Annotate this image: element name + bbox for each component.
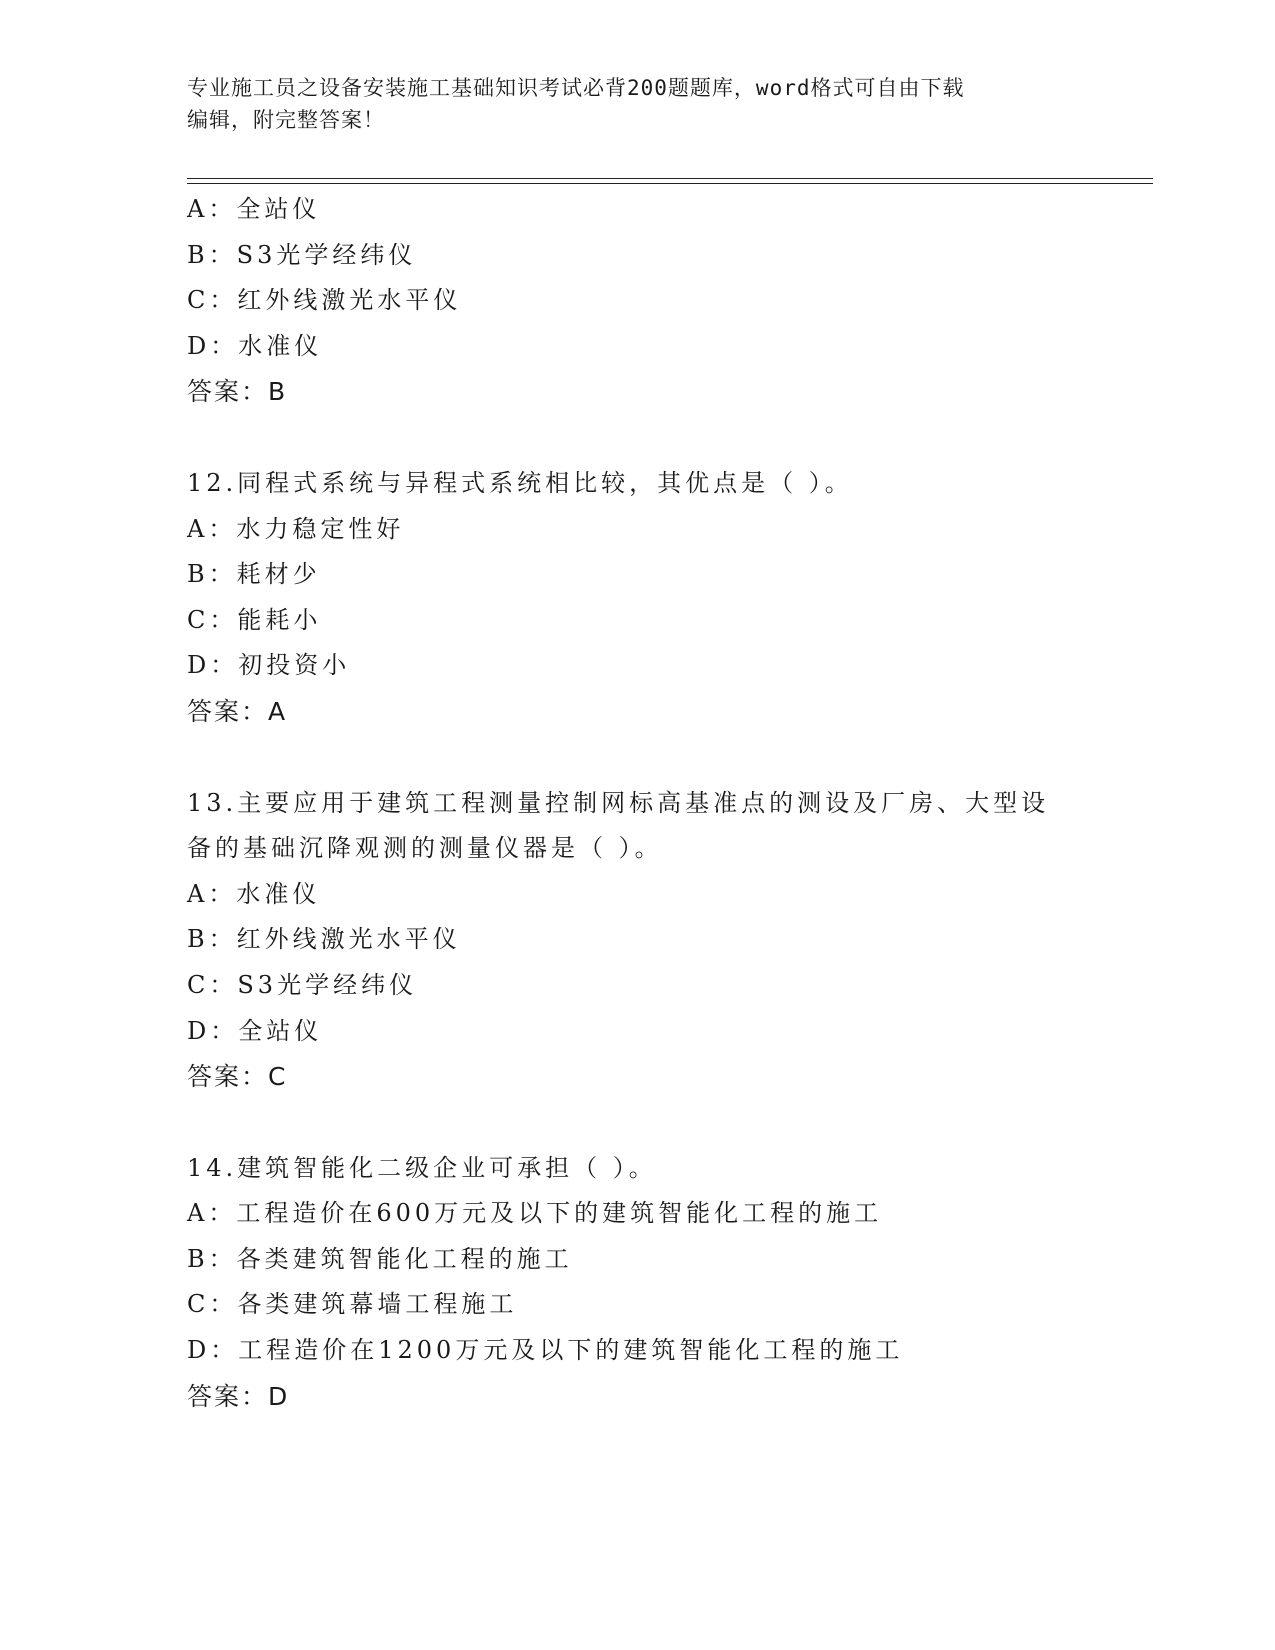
option-b: B：S3光学经纬仪: [187, 240, 417, 269]
option-a: A：工程造价在600万元及以下的建筑智能化工程的施工: [187, 1199, 883, 1228]
answer: 答案：B: [187, 377, 288, 407]
option-d: D：水准仪: [187, 331, 323, 360]
question-14-block: [187, 1146, 1137, 1420]
question-11-block: [187, 187, 1137, 415]
option-a: A：全站仪: [187, 195, 321, 223]
question-12-block: [187, 461, 1137, 735]
answer: 答案：D: [187, 1381, 290, 1411]
question-list: [187, 187, 1137, 1419]
option-c: C：各类建筑幕墙工程施工: [187, 1290, 518, 1319]
spacer: [187, 735, 1137, 781]
header-divider-bottom: [187, 183, 1153, 184]
question-13-block: [187, 781, 1137, 1100]
header-title-line-2: 编辑，附完整答案！: [187, 108, 385, 132]
option-a: A：水准仪: [187, 879, 321, 908]
header-title-line-1: 专业施工员之设备安装施工基础知识考试必背200题题库，word格式可自由下载: [187, 76, 965, 100]
header-divider-top: [187, 178, 1153, 179]
option-c: C：红外线激光水平仪: [187, 286, 462, 315]
option-d: D：初投资小: [187, 651, 351, 680]
option-c: C：能耗小: [187, 605, 322, 634]
answer: 答案：A: [187, 696, 288, 726]
question-text: 14.建筑智能化二级企业可承担（ ）。: [187, 1153, 657, 1182]
option-d: D：全站仪: [187, 1016, 323, 1045]
question-text-line-1: 13.主要应用于建筑工程测量控制网标高基准点的测设及厂房、大型设: [187, 788, 1050, 817]
option-c: C：S3光学经纬仪: [187, 970, 418, 999]
question-text: 12.同程式系统与异程式系统相比较，其优点是（ ）。: [187, 468, 853, 497]
option-b: B：红外线激光水平仪: [187, 925, 461, 954]
question-text-line-2: 备的基础沉降观测的测量仪器是（ ）。: [187, 834, 663, 863]
document-header: [187, 72, 1087, 136]
option-d: D：工程造价在1200万元及以下的建筑智能化工程的施工: [187, 1336, 904, 1365]
answer: 答案：C: [187, 1062, 288, 1092]
spacer: [187, 1100, 1137, 1146]
option-b: B：耗材少: [187, 560, 321, 589]
option-a: A：水力稳定性好: [187, 514, 405, 543]
spacer: [187, 415, 1137, 461]
option-b: B：各类建筑智能化工程的施工: [187, 1244, 573, 1273]
